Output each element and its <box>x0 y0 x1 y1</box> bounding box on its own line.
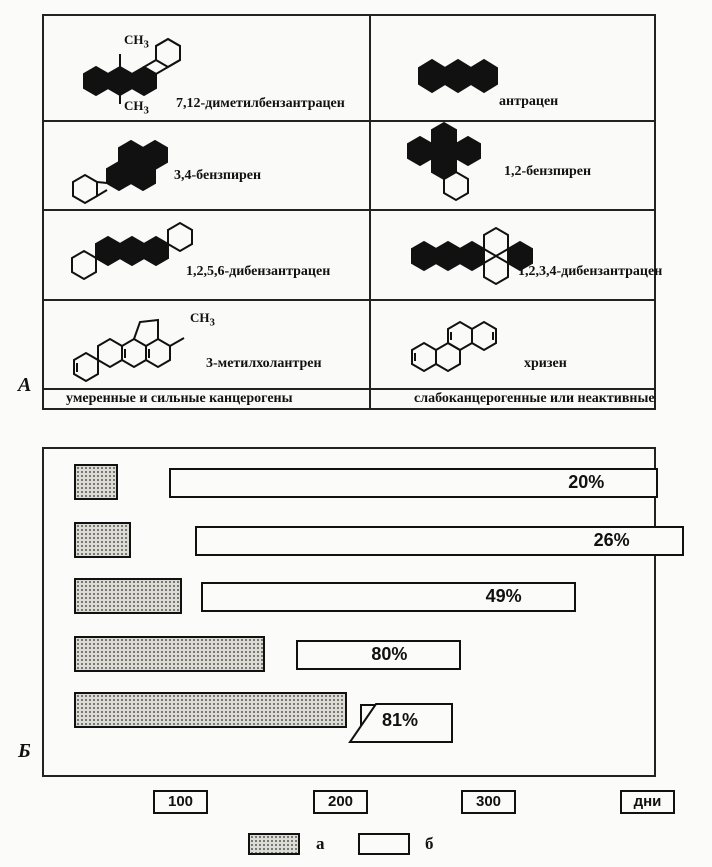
table-divider-row1 <box>44 120 654 122</box>
anthracene-structure <box>414 50 534 100</box>
bar-a-row-5 <box>74 692 347 728</box>
bar-a-row-2 <box>74 522 131 558</box>
dmba-methyl-bottom: $CH_3$ <box>124 98 149 117</box>
bar-percent-label-row-5: 81% <box>382 710 419 730</box>
chrysene-label: хризен <box>524 356 567 371</box>
dmba-label: 7,12-диметилбензантрацен <box>176 96 345 111</box>
legend-label-b: б <box>425 834 434 853</box>
x-tick-100: 100 <box>153 790 208 814</box>
table-divider-vertical <box>369 16 371 408</box>
table-divider-row3 <box>44 299 654 301</box>
methylcholanthrene-label: 3-метилхолантрен <box>206 356 322 371</box>
bar-a-row-4 <box>74 636 265 672</box>
dmba-methyl-top: $CH_3$ <box>124 32 149 51</box>
legend-label-a: а <box>316 834 325 853</box>
panel-a-letter: А <box>18 374 32 396</box>
x-tick-days: дни <box>620 790 675 814</box>
legend-swatch-a <box>248 833 300 855</box>
legend-swatch-b <box>358 833 410 855</box>
bar-a-row-3 <box>74 578 182 614</box>
anthracene-label: антрацен <box>499 94 559 109</box>
x-tick-200: 200 <box>313 790 368 814</box>
x-tick-300: 300 <box>461 790 516 814</box>
bar-percent-label-row-1: 20% <box>568 472 605 492</box>
bar-percent-label-row-2: 26% <box>593 530 630 550</box>
benzpyrene12-label: 1,2-бензпирен <box>504 164 592 179</box>
bar-percent-label-row-3: 49% <box>485 586 522 606</box>
carcinogen-structure-table <box>42 14 663 410</box>
table-divider-row2 <box>44 209 654 211</box>
panel-b-letter: Б <box>18 740 31 762</box>
footer-label-left: умеренные и сильные канцерогены <box>66 391 293 406</box>
footer-label-right: слабоканцерогенные или неактивные <box>414 391 655 406</box>
table-divider-footer <box>44 388 654 390</box>
dibenzanthracene1256-label: 1,2,5,6-дибензантрацен <box>186 264 331 279</box>
benzpyrene34-structure <box>64 126 204 206</box>
dibenzanthracene1234-label: 1,2,3,4-дибензантрацен <box>518 264 663 279</box>
methylcholanthrene-methyl: $CH_3$ <box>190 310 215 329</box>
bar-percent-label-row-4: 80% <box>371 644 408 664</box>
chrysene-structure <box>406 316 516 386</box>
benzpyrene34-label: 3,4-бензпирен <box>174 168 262 183</box>
bar-a-row-1 <box>74 464 118 500</box>
dibenzanthracene1256-structure <box>66 222 206 292</box>
